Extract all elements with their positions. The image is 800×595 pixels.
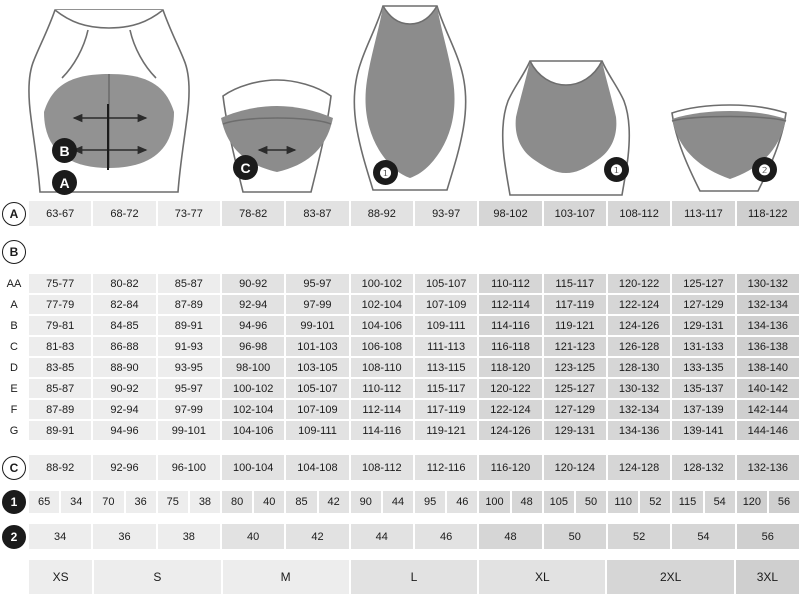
cell: 114-116: [350, 420, 414, 441]
cell: 118-120: [478, 357, 542, 378]
cell: 125-127: [671, 273, 735, 294]
cell: 42: [285, 523, 349, 550]
cell: 81-83: [28, 336, 92, 357]
cup-label: B: [10, 319, 18, 332]
cell: 52: [639, 490, 671, 514]
cell: 109-111: [285, 420, 349, 441]
size-cell: L: [350, 559, 478, 595]
cell: 98-100: [221, 357, 285, 378]
cell: 88-92: [28, 454, 92, 481]
cell: 78-82: [221, 200, 285, 227]
cell: 129-131: [543, 420, 607, 441]
cell: 124-126: [607, 315, 671, 336]
cell: 100-102: [350, 273, 414, 294]
cell: 102-104: [221, 399, 285, 420]
cell: 50: [543, 523, 607, 550]
cell: 135-137: [671, 378, 735, 399]
cell: 82-84: [92, 294, 156, 315]
cell: 48: [511, 490, 543, 514]
cell: 137-139: [671, 399, 735, 420]
cell: 126-128: [607, 336, 671, 357]
row-sizes-cells: [28, 559, 800, 595]
cell: 127-129: [543, 399, 607, 420]
cell: 132-134: [736, 294, 800, 315]
row-a-badge: A: [2, 202, 26, 226]
row-1: [0, 490, 800, 514]
cell: 117-119: [414, 399, 478, 420]
cell: 40: [253, 490, 285, 514]
cell: 105-107: [414, 273, 478, 294]
cell: 93-95: [157, 357, 221, 378]
table-row: [0, 273, 800, 294]
cell: 123-125: [543, 357, 607, 378]
cell: 84-85: [92, 315, 156, 336]
size-cell: S: [93, 559, 221, 595]
row-b-header: [0, 240, 800, 264]
cup-label: D: [10, 361, 18, 374]
badge-a-front: A: [52, 170, 77, 195]
cell: 130-132: [607, 378, 671, 399]
size-cell: 3XL: [735, 559, 800, 595]
row-sizes-label: [0, 559, 28, 595]
cell: 119-121: [414, 420, 478, 441]
cell: 46: [446, 490, 478, 514]
cell: 120-122: [607, 273, 671, 294]
cell: 54: [704, 490, 736, 514]
cup-label: A: [10, 298, 18, 311]
cell: 46: [414, 523, 478, 550]
row-a-cells: [28, 200, 800, 227]
cell: 83-85: [28, 357, 92, 378]
row-1-label: [0, 490, 28, 514]
cell: 56: [736, 523, 800, 550]
cell: 120: [736, 490, 768, 514]
cell: 142-144: [736, 399, 800, 420]
cell: 107-109: [285, 399, 349, 420]
cell: 100-102: [221, 378, 285, 399]
bra-front-figure: [29, 10, 189, 192]
cell: 120-122: [478, 378, 542, 399]
cell: 52: [607, 523, 671, 550]
cell: 85: [285, 490, 317, 514]
cell: 111-113: [414, 336, 478, 357]
cell: 97-99: [157, 399, 221, 420]
row-1-badge: 1: [2, 490, 26, 514]
badge-c-briefs: C: [233, 155, 258, 180]
cell: 36: [92, 523, 156, 550]
cell: 75: [157, 490, 189, 514]
figures-svg: [0, 0, 800, 200]
cup-label: C: [10, 340, 18, 353]
cell: 112-114: [478, 294, 542, 315]
cell: 136-138: [736, 336, 800, 357]
cell: 34: [60, 490, 92, 514]
cell: 89-91: [28, 420, 92, 441]
cell: 48: [478, 523, 542, 550]
cell: 38: [189, 490, 221, 514]
cell: 88-90: [92, 357, 156, 378]
cell: 77-79: [28, 294, 92, 315]
cell: 118-122: [736, 200, 800, 227]
cell: 89-91: [157, 315, 221, 336]
cell: 122-124: [478, 399, 542, 420]
cell: 122-124: [607, 294, 671, 315]
cell: 65: [28, 490, 60, 514]
swimsuit-figure: [354, 6, 465, 190]
table-row: [0, 315, 800, 336]
cell: 34: [28, 523, 92, 550]
size-cell: 2XL: [606, 559, 734, 595]
cell: 119-121: [543, 315, 607, 336]
cell: 44: [350, 523, 414, 550]
cell: 116-118: [478, 336, 542, 357]
cell: 110-112: [350, 378, 414, 399]
cell: 94-96: [92, 420, 156, 441]
cell: 87-89: [157, 294, 221, 315]
cell: 50: [575, 490, 607, 514]
cup-label: F: [10, 403, 18, 416]
cell: 97-99: [285, 294, 349, 315]
cell: 100: [478, 490, 510, 514]
cell: 85-87: [28, 378, 92, 399]
cell: 128-130: [607, 357, 671, 378]
cell: 131-133: [671, 336, 735, 357]
badge-2-bikini: ❷: [752, 157, 777, 182]
row-2-badge: 2: [2, 525, 26, 549]
row-a-label: [0, 200, 28, 227]
cell: 92-94: [221, 294, 285, 315]
row-a: [0, 200, 800, 227]
cell: 99-101: [157, 420, 221, 441]
cell: 91-93: [157, 336, 221, 357]
table-row: [0, 420, 800, 441]
cell: 80: [221, 490, 253, 514]
cell: 130-132: [736, 273, 800, 294]
cup-label: G: [9, 424, 19, 437]
cell: 116-120: [478, 454, 542, 481]
cell: 144-146: [736, 420, 800, 441]
badge-1-braback: ❶: [604, 157, 629, 182]
cell: 120-124: [543, 454, 607, 481]
cell: 36: [125, 490, 157, 514]
cell: 104-106: [350, 315, 414, 336]
cell: 133-135: [671, 357, 735, 378]
cell: 107-109: [414, 294, 478, 315]
cell: 114-116: [478, 315, 542, 336]
cell: 63-67: [28, 200, 92, 227]
cell: 104-108: [285, 454, 349, 481]
cell: 117-119: [543, 294, 607, 315]
cell: 73-77: [157, 200, 221, 227]
cell: 68-72: [92, 200, 156, 227]
cell: 100-104: [221, 454, 285, 481]
cell: 108-110: [350, 357, 414, 378]
cell: 90-92: [92, 378, 156, 399]
badge-1-swimsuit: ❶: [373, 160, 398, 185]
table-row: [0, 357, 800, 378]
row-2: [0, 523, 800, 550]
cell: 56: [768, 490, 800, 514]
row-sizes: [0, 559, 800, 595]
cell: 128-132: [671, 454, 735, 481]
cell: 125-127: [543, 378, 607, 399]
cell: 129-131: [671, 315, 735, 336]
row-c-cells: [28, 454, 800, 481]
cell: 134-136: [736, 315, 800, 336]
cell: 113-115: [414, 357, 478, 378]
cell: 127-129: [671, 294, 735, 315]
cell: 94-96: [221, 315, 285, 336]
cell: 113-117: [671, 200, 735, 227]
cell: 75-77: [28, 273, 92, 294]
cell: 88-92: [350, 200, 414, 227]
cell: 109-111: [414, 315, 478, 336]
cell: 105-107: [285, 378, 349, 399]
cell: 101-103: [285, 336, 349, 357]
cell: 138-140: [736, 357, 800, 378]
cell: 104-106: [221, 420, 285, 441]
table-row: [0, 378, 800, 399]
cell: 132-136: [736, 454, 800, 481]
size-cell: XL: [478, 559, 606, 595]
illustration-area: [0, 0, 800, 200]
cell: 95-97: [157, 378, 221, 399]
cell: 83-87: [285, 200, 349, 227]
cell: 70: [92, 490, 124, 514]
row-b-label: [0, 240, 28, 264]
cell: 110-112: [478, 273, 542, 294]
row-b-matrix: [0, 273, 800, 441]
cell: 102-104: [350, 294, 414, 315]
cell: 112-114: [350, 399, 414, 420]
cell: 44: [382, 490, 414, 514]
cell: 140-142: [736, 378, 800, 399]
badge-b-front: B: [52, 138, 77, 163]
cell: 108-112: [350, 454, 414, 481]
cell: 86-88: [92, 336, 156, 357]
size-cell: XS: [28, 559, 93, 595]
row-c: [0, 454, 800, 481]
cell: 95: [414, 490, 446, 514]
cup-label: AA: [6, 277, 22, 290]
size-cell: M: [222, 559, 350, 595]
cell: 42: [318, 490, 350, 514]
cell: 96-100: [157, 454, 221, 481]
cell: 134-136: [607, 420, 671, 441]
cell: 95-97: [285, 273, 349, 294]
cell: 93-97: [414, 200, 478, 227]
row-1-cells: [28, 490, 800, 514]
cell: 98-102: [478, 200, 542, 227]
cell: 121-123: [543, 336, 607, 357]
cell: 92-94: [92, 399, 156, 420]
cup-label: E: [10, 382, 18, 395]
cell: 40: [221, 523, 285, 550]
cell: 103-107: [543, 200, 607, 227]
cell: 79-81: [28, 315, 92, 336]
cell: 115-117: [414, 378, 478, 399]
cell: 108-112: [607, 200, 671, 227]
row-2-label: [0, 523, 28, 550]
row-2-cells: [28, 523, 800, 550]
table-row: [0, 336, 800, 357]
cell: 80-82: [92, 273, 156, 294]
table-row: [0, 294, 800, 315]
cell: 112-116: [414, 454, 478, 481]
row-b-badge: B: [2, 240, 26, 264]
cell: 105: [543, 490, 575, 514]
cell: 90: [350, 490, 382, 514]
cell: 110: [607, 490, 639, 514]
cell: 103-105: [285, 357, 349, 378]
row-c-badge: C: [2, 456, 26, 480]
cell: 87-89: [28, 399, 92, 420]
cell: 38: [157, 523, 221, 550]
cell: 106-108: [350, 336, 414, 357]
table-row: [0, 399, 800, 420]
cell: 124-126: [478, 420, 542, 441]
cell: 85-87: [157, 273, 221, 294]
cell: 115-117: [543, 273, 607, 294]
cell: 90-92: [221, 273, 285, 294]
row-c-label: [0, 454, 28, 481]
cell: 92-96: [92, 454, 156, 481]
cell: 124-128: [607, 454, 671, 481]
cell: 54: [671, 523, 735, 550]
cell: 132-134: [607, 399, 671, 420]
cell: 139-141: [671, 420, 735, 441]
cell: 99-101: [285, 315, 349, 336]
cell: 96-98: [221, 336, 285, 357]
cell: 115: [671, 490, 703, 514]
